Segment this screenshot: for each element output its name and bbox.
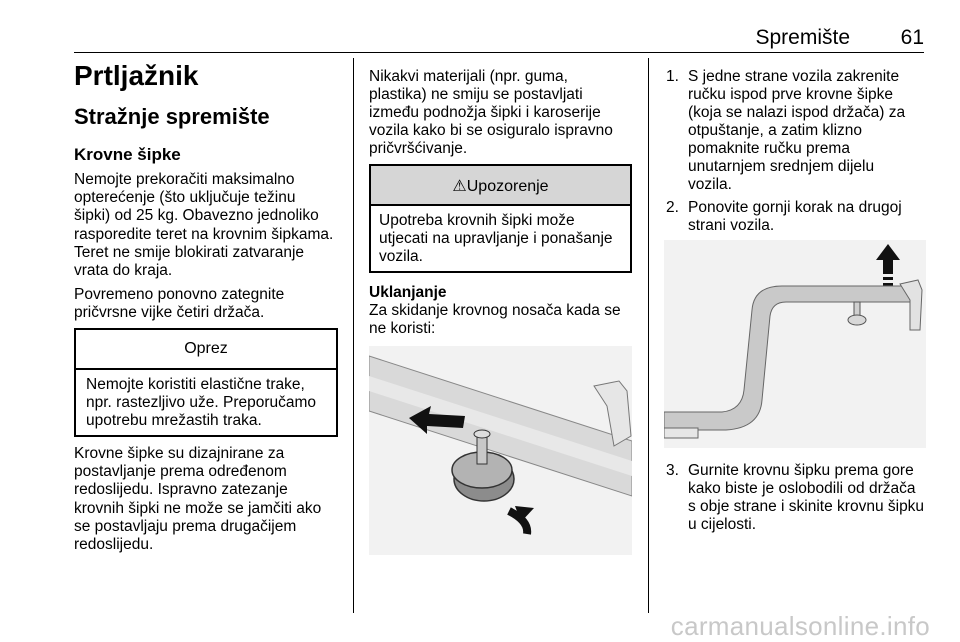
text-line: vrata do kraja. — [74, 262, 173, 279]
text-line: Gurnite krovnu šipku prema gore — [688, 462, 914, 479]
text-line: u cijelosti. — [688, 516, 757, 533]
caution-text-line: upotrebu mrežastih traka. — [86, 412, 262, 429]
text-line: (koja se nalazi ispod držača) za — [688, 104, 906, 121]
text-line: Teret ne smije blokirati zatvaranje — [74, 244, 305, 261]
text-line: unutarnjem srednjem dijelu — [688, 158, 875, 175]
text-line: Za skidanje krovnog nosača kada se — [369, 302, 621, 319]
warning-icon: ⚠ — [452, 178, 467, 195]
section-heading: Stražnje spremište — [74, 104, 270, 129]
text-line: krovnih šipki ne može se jamčiti ako — [74, 500, 322, 517]
page-header — [74, 26, 924, 52]
caution-text-line: npr. rastezljivo uže. Preporučamo — [86, 394, 317, 411]
text-line: opterećenje (što uključuje težinu — [74, 189, 296, 206]
text-line: ne koristi: — [369, 320, 436, 337]
warning-box-header — [371, 166, 630, 206]
section-title: Spremište — [755, 26, 850, 49]
subsection-heading: Krovne šipke — [74, 145, 181, 164]
text-line: S jedne strane vozila zakrenite — [688, 68, 900, 85]
warning-text-line: utjecati na upravljanje i ponašanje — [379, 230, 613, 247]
text-line: ručku ispod prve krovne šipke — [688, 86, 894, 103]
lift-drawing — [664, 240, 926, 448]
chapter-heading: Prtljažnik — [74, 60, 199, 91]
page-number: 61 — [900, 26, 924, 49]
text-line: pričvršćivanje. — [369, 140, 468, 157]
column-divider-2 — [648, 58, 649, 613]
text-line: strani vozila. — [688, 217, 775, 234]
text-line: redoslijedu. Ispravno zatezanje — [74, 481, 288, 498]
removal-heading: Uklanjanje — [369, 284, 447, 301]
text-line: između podnožja šipki i karoserije — [369, 104, 601, 121]
roof-bar-handle-illustration — [369, 346, 632, 555]
warning-text-line: vozila. — [379, 248, 423, 265]
text-line: plastika) ne smiju se postavljati — [369, 86, 583, 103]
text-line: rasporedite teret na krovnim šipkama. — [74, 226, 334, 243]
text-line: kako biste je oslobodili od držača — [688, 480, 916, 497]
text-line: Krovne šipke su dizajnirane za — [74, 445, 285, 462]
text-line: s obje strane i skinite krovnu šipku — [688, 498, 925, 515]
step-number: 1. — [666, 68, 679, 85]
watermark: carmanualsonline.info — [670, 611, 930, 641]
warning-title-wrap — [371, 176, 630, 196]
text-line: Nikakvi materijali (npr. guma, — [369, 68, 568, 85]
step-number: 2. — [666, 199, 679, 216]
text-line: Nemojte prekoračiti maksimalno — [74, 171, 295, 188]
step-number: 3. — [666, 462, 679, 479]
warning-text-line: Upotreba krovnih šipki može — [379, 212, 575, 229]
text-line: vozila. — [688, 176, 732, 193]
handle-drawing — [369, 346, 632, 555]
roof-bar-lift-illustration — [664, 240, 926, 448]
column-divider-1 — [353, 58, 354, 613]
text-line: pomaknite ručku prema — [688, 140, 850, 157]
text-line: redoslijedu. — [74, 536, 154, 553]
caution-box-header — [76, 330, 336, 370]
caution-title: Oprez — [184, 340, 228, 357]
text-line: se postavljaju prema drugačijem — [74, 518, 297, 535]
text-line: postavljanje prema određenom — [74, 463, 287, 480]
warning-title: Upozorenje — [466, 178, 549, 195]
text-line: Ponovite gornji korak na drugoj — [688, 199, 902, 216]
warning-box — [369, 164, 632, 273]
caution-box — [74, 328, 338, 437]
header-rule — [74, 52, 924, 53]
text-line: pričvrsne vijke četiri držača. — [74, 304, 265, 321]
caution-text-line: Nemojte koristiti elastične trake, — [86, 376, 305, 393]
text-line: otpuštanje, a zatim klizno — [688, 122, 863, 139]
text-line: šipki) od 25 kg. Obavezno jednoliko — [74, 207, 319, 224]
text-line: Povremeno ponovno zategnite — [74, 286, 285, 303]
text-line: vozila kako bi se osiguralo ispravno — [369, 122, 613, 139]
